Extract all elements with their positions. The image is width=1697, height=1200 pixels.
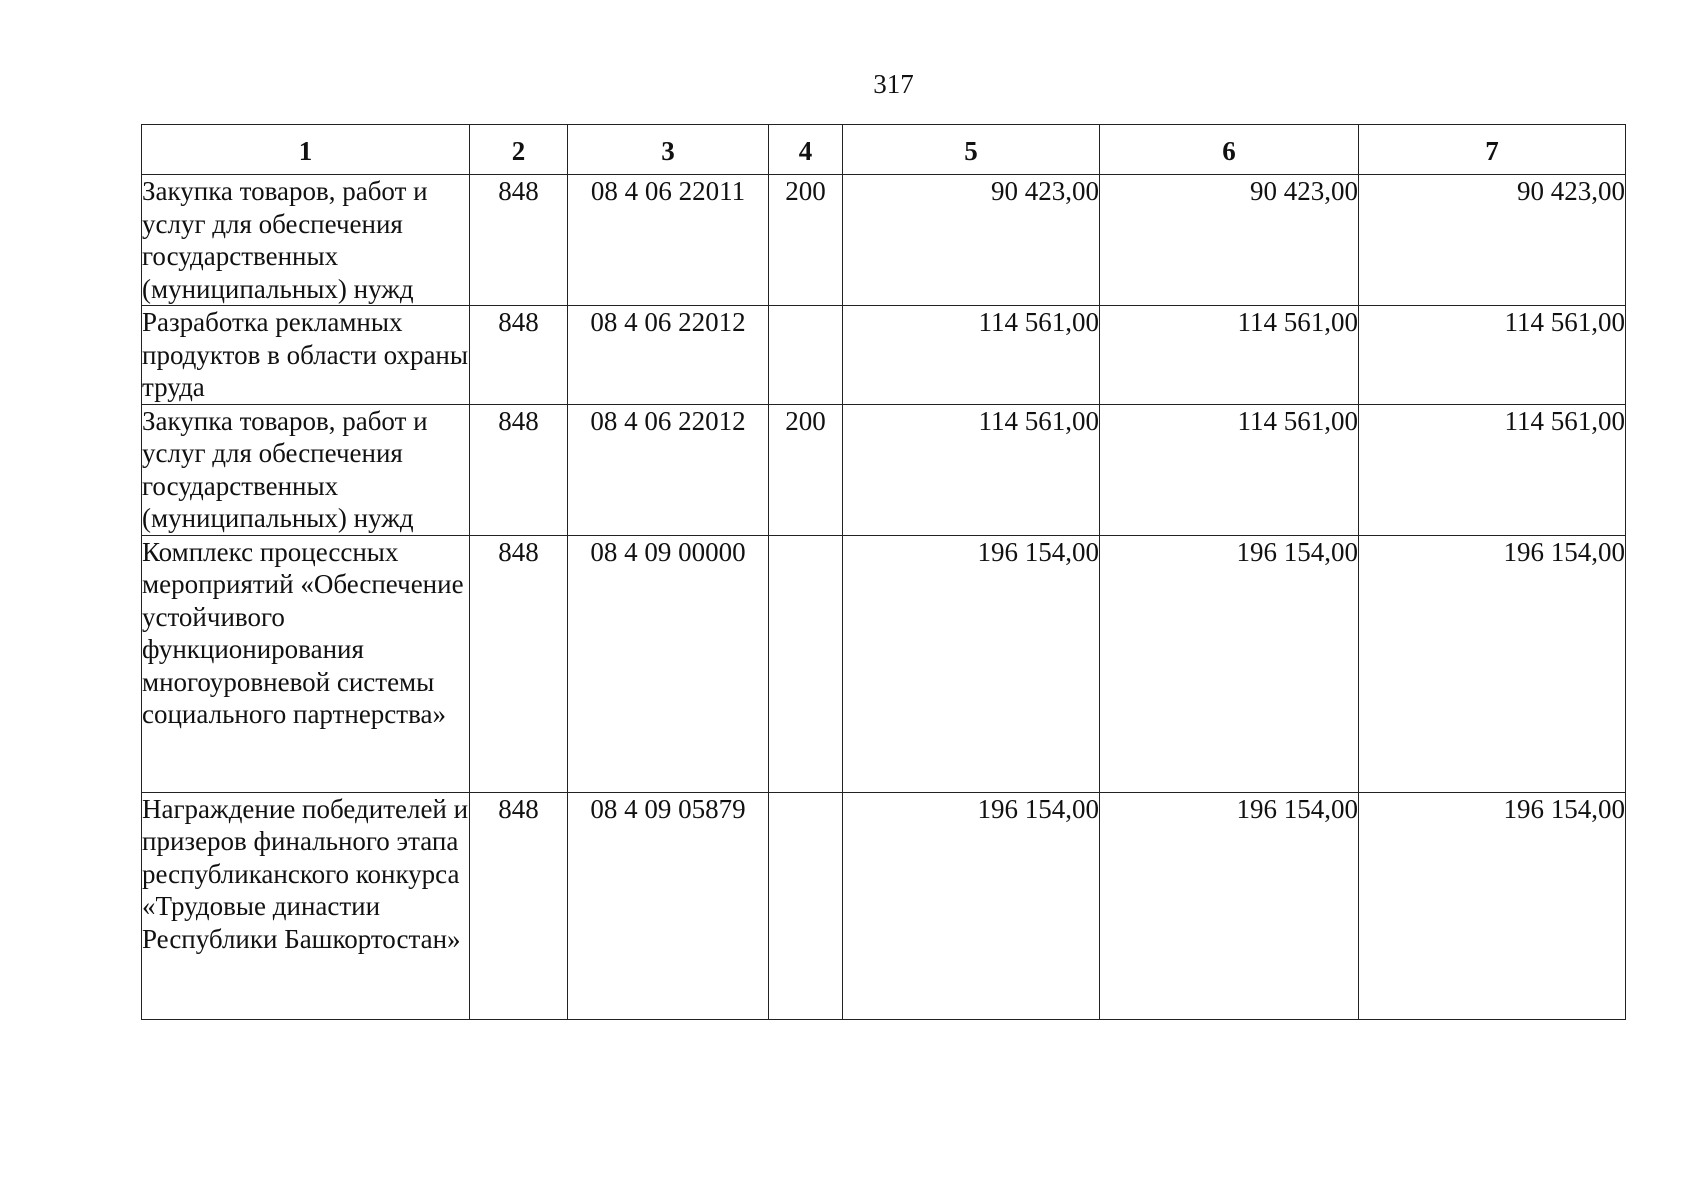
column-header-4: 4 (769, 125, 843, 175)
expense-type-code (769, 306, 843, 405)
ministry-code: 848 (470, 535, 568, 792)
amount-column-7: 114 561,00 (1359, 404, 1626, 535)
target-article-code: 08 4 06 22011 (568, 175, 769, 306)
row-name: Комплекс процессных мероприятий «Обеспечение устойчивого функционирования многоуровневой системы социального партнерства» (142, 535, 470, 792)
amount-column-7: 196 154,00 (1359, 535, 1626, 792)
column-header-1: 1 (142, 125, 470, 175)
target-article-code: 08 4 06 22012 (568, 404, 769, 535)
amount-column-6: 196 154,00 (1100, 792, 1359, 1019)
budget-table (141, 124, 1626, 1020)
expense-type-code: 200 (769, 404, 843, 535)
amount-column-5: 114 561,00 (843, 404, 1100, 535)
amount-column-7: 90 423,00 (1359, 175, 1626, 306)
target-article-code: 08 4 09 05879 (568, 792, 769, 1019)
row-name: Закупка товаров, работ и услуг для обеспечения государственных (муниципальных) нужд (142, 175, 470, 306)
table-row (142, 175, 1626, 306)
amount-column-6: 114 561,00 (1100, 404, 1359, 535)
ministry-code: 848 (470, 175, 568, 306)
ministry-code: 848 (470, 792, 568, 1019)
row-name: Закупка товаров, работ и услуг для обеспечения государственных (муниципальных) нужд (142, 404, 470, 535)
ministry-code: 848 (470, 404, 568, 535)
column-header-7: 7 (1359, 125, 1626, 175)
amount-column-5: 196 154,00 (843, 535, 1100, 792)
amount-column-6: 196 154,00 (1100, 535, 1359, 792)
table-row (142, 306, 1626, 405)
header-row (142, 125, 1626, 175)
amount-column-5: 114 561,00 (843, 306, 1100, 405)
ministry-code: 848 (470, 306, 568, 405)
amount-column-5: 196 154,00 (843, 792, 1100, 1019)
amount-column-7: 196 154,00 (1359, 792, 1626, 1019)
row-name: Награждение победителей и призеров финального этапа республиканского конкурса «Трудовые династии Республики Башкортостан» (142, 792, 470, 1019)
expense-type-code (769, 792, 843, 1019)
target-article-code: 08 4 09 00000 (568, 535, 769, 792)
amount-column-5: 90 423,00 (843, 175, 1100, 306)
table-row (142, 535, 1626, 792)
page-number: 317 (873, 69, 914, 99)
target-article-code: 08 4 06 22012 (568, 306, 769, 405)
column-header-3: 3 (568, 125, 769, 175)
column-header-6: 6 (1100, 125, 1359, 175)
column-header-2: 2 (470, 125, 568, 175)
amount-column-7: 114 561,00 (1359, 306, 1626, 405)
table-row (142, 792, 1626, 1019)
amount-column-6: 90 423,00 (1100, 175, 1359, 306)
column-header-5: 5 (843, 125, 1100, 175)
row-name: Разработка рекламных продуктов в области охраны труда (142, 307, 469, 402)
expense-type-code: 200 (769, 175, 843, 306)
amount-column-6: 114 561,00 (1100, 306, 1359, 405)
expense-type-code (769, 535, 843, 792)
table-row (142, 404, 1626, 535)
